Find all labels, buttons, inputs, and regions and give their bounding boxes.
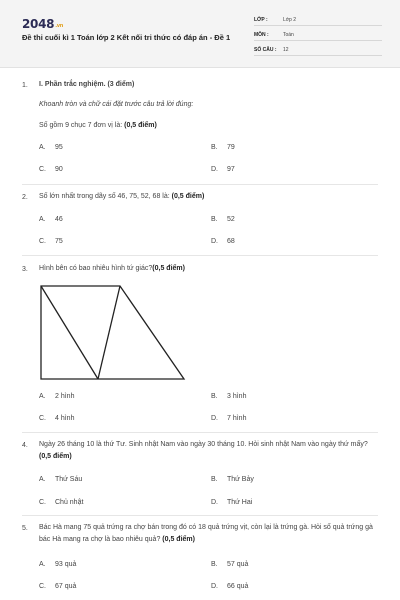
site-logo[interactable] — [22, 17, 63, 31]
option-label: A. — [39, 476, 46, 483]
option-a[interactable] — [39, 144, 63, 151]
option-text: 66 quả — [227, 583, 249, 590]
question-text — [39, 439, 379, 463]
option-c[interactable] — [39, 415, 74, 422]
option-c[interactable] — [39, 166, 63, 173]
option-label: C. — [39, 499, 46, 506]
option-text: 3 hình — [227, 393, 247, 400]
question-points: (0,5 điểm) — [162, 536, 195, 543]
option-label: C. — [39, 415, 46, 422]
option-label: C. — [39, 166, 46, 173]
logo-text: 2048 — [22, 17, 55, 31]
section-title: I. Phần trắc nghiệm. (3 điểm) — [39, 81, 135, 88]
option-b[interactable] — [211, 476, 254, 483]
divider — [22, 255, 378, 256]
option-b[interactable] — [211, 561, 248, 568]
question-body: Số lớn nhất trong dãy số 46, 75, 52, 68 là: — [39, 193, 172, 200]
meta-value: Lớp 2 — [283, 17, 297, 23]
question-points: (0,5 điểm) — [39, 453, 72, 460]
option-c[interactable] — [39, 583, 76, 590]
question-text — [39, 263, 379, 275]
option-label: C. — [39, 238, 46, 245]
option-d[interactable] — [211, 583, 248, 590]
question-text — [39, 522, 379, 546]
question-body: Hình bên có bao nhiêu hình tứ giác? — [39, 265, 153, 272]
option-text: Thứ Hai — [227, 499, 253, 506]
option-text: 97 — [227, 166, 235, 173]
meta-count — [254, 44, 382, 56]
question-points: (0,5 điểm) — [171, 193, 205, 200]
option-c[interactable] — [39, 499, 83, 506]
question-number: 2. — [22, 194, 28, 201]
option-text: 4 hình — [55, 415, 75, 422]
figure-outline — [41, 286, 184, 379]
meta-key: LỚP : — [254, 17, 268, 23]
option-text: 52 — [227, 216, 235, 223]
meta-class — [254, 14, 382, 26]
option-label: C. — [39, 583, 46, 590]
option-text: 79 — [227, 144, 235, 151]
exam-header — [0, 0, 400, 68]
option-label: A. — [39, 144, 46, 151]
question-points: (0,5 điểm) — [152, 265, 185, 272]
option-text: 2 hình — [55, 393, 75, 400]
meta-value: 12 — [283, 47, 289, 53]
option-label: D. — [211, 415, 218, 422]
option-label: B. — [211, 216, 218, 223]
option-label: B. — [211, 476, 218, 483]
divider — [22, 184, 378, 185]
option-d[interactable] — [211, 499, 252, 506]
divider — [22, 515, 378, 516]
meta-key: MÔN : — [254, 32, 269, 38]
option-a[interactable] — [39, 561, 76, 568]
option-label: D. — [211, 166, 218, 173]
question-points: (0,5 điểm) — [124, 122, 157, 129]
meta-key: SỐ CÂU : — [254, 47, 277, 53]
option-label: B. — [211, 144, 218, 151]
question-body: Số gồm 9 chục 7 đơn vị là: — [39, 122, 125, 129]
meta-subject — [254, 29, 382, 41]
question-number: 4. — [22, 442, 28, 449]
figure-line-1 — [41, 286, 98, 379]
option-label: D. — [211, 499, 218, 506]
option-text: Thứ Sáu — [55, 476, 83, 483]
divider — [22, 432, 378, 433]
option-b[interactable] — [211, 393, 246, 400]
option-a[interactable] — [39, 216, 63, 223]
logo-suffix: .vn — [55, 23, 64, 29]
option-c[interactable] — [39, 238, 63, 245]
option-text: 68 — [227, 238, 235, 245]
option-label: A. — [39, 216, 46, 223]
option-text: 90 — [55, 166, 63, 173]
question-text — [39, 191, 379, 203]
option-d[interactable] — [211, 166, 235, 173]
option-d[interactable] — [211, 415, 246, 422]
option-label: A. — [39, 561, 46, 568]
option-label: B. — [211, 561, 218, 568]
option-b[interactable] — [211, 144, 235, 151]
option-label: D. — [211, 238, 218, 245]
option-text: 75 — [55, 238, 63, 245]
question-number: 3. — [22, 266, 28, 273]
option-text: 57 quả — [227, 561, 249, 568]
option-text: Thứ Bảy — [227, 476, 254, 483]
option-a[interactable] — [39, 476, 82, 483]
option-a[interactable] — [39, 393, 74, 400]
option-label: A. — [39, 393, 46, 400]
meta-value: Toán — [283, 32, 294, 38]
question-number: 1. — [22, 82, 28, 89]
section-instruction: Khoanh tròn và chữ cái đặt trước câu trả lời đúng: — [39, 101, 194, 108]
option-label: B. — [211, 393, 218, 400]
option-d[interactable] — [211, 238, 235, 245]
option-text: 67 quả — [55, 583, 77, 590]
option-text: 46 — [55, 216, 63, 223]
exam-title: Đề thi cuối kì 1 Toán lớp 2 Kết nối tri thức có đáp án - Đề 1 — [22, 33, 231, 42]
option-label: D. — [211, 583, 218, 590]
option-text: 7 hình — [227, 415, 247, 422]
question-number: 5. — [22, 525, 28, 532]
quadrilateral-figure — [38, 284, 188, 384]
option-text: 95 — [55, 144, 63, 151]
option-text: 93 quả — [55, 561, 77, 568]
question-body: Ngày 26 tháng 10 là thứ Tư. Sinh nhật Nam vào ngày 30 tháng 10. Hỏi sinh nhật Nam vào ngày thứ mấy? — [39, 441, 368, 448]
figure-line-2 — [98, 286, 120, 379]
question-body: Bác Hà mang 75 quả trứng ra chợ bán trong đó có 18 quả trứng vịt, còn lại là trứng gà. Hỏi số quả trứng gà bác Hà mang ra chợ là bao nhiêu quả? — [39, 524, 373, 543]
question-text — [39, 120, 379, 132]
option-text: Chủ nhật — [55, 499, 84, 506]
option-b[interactable] — [211, 216, 235, 223]
